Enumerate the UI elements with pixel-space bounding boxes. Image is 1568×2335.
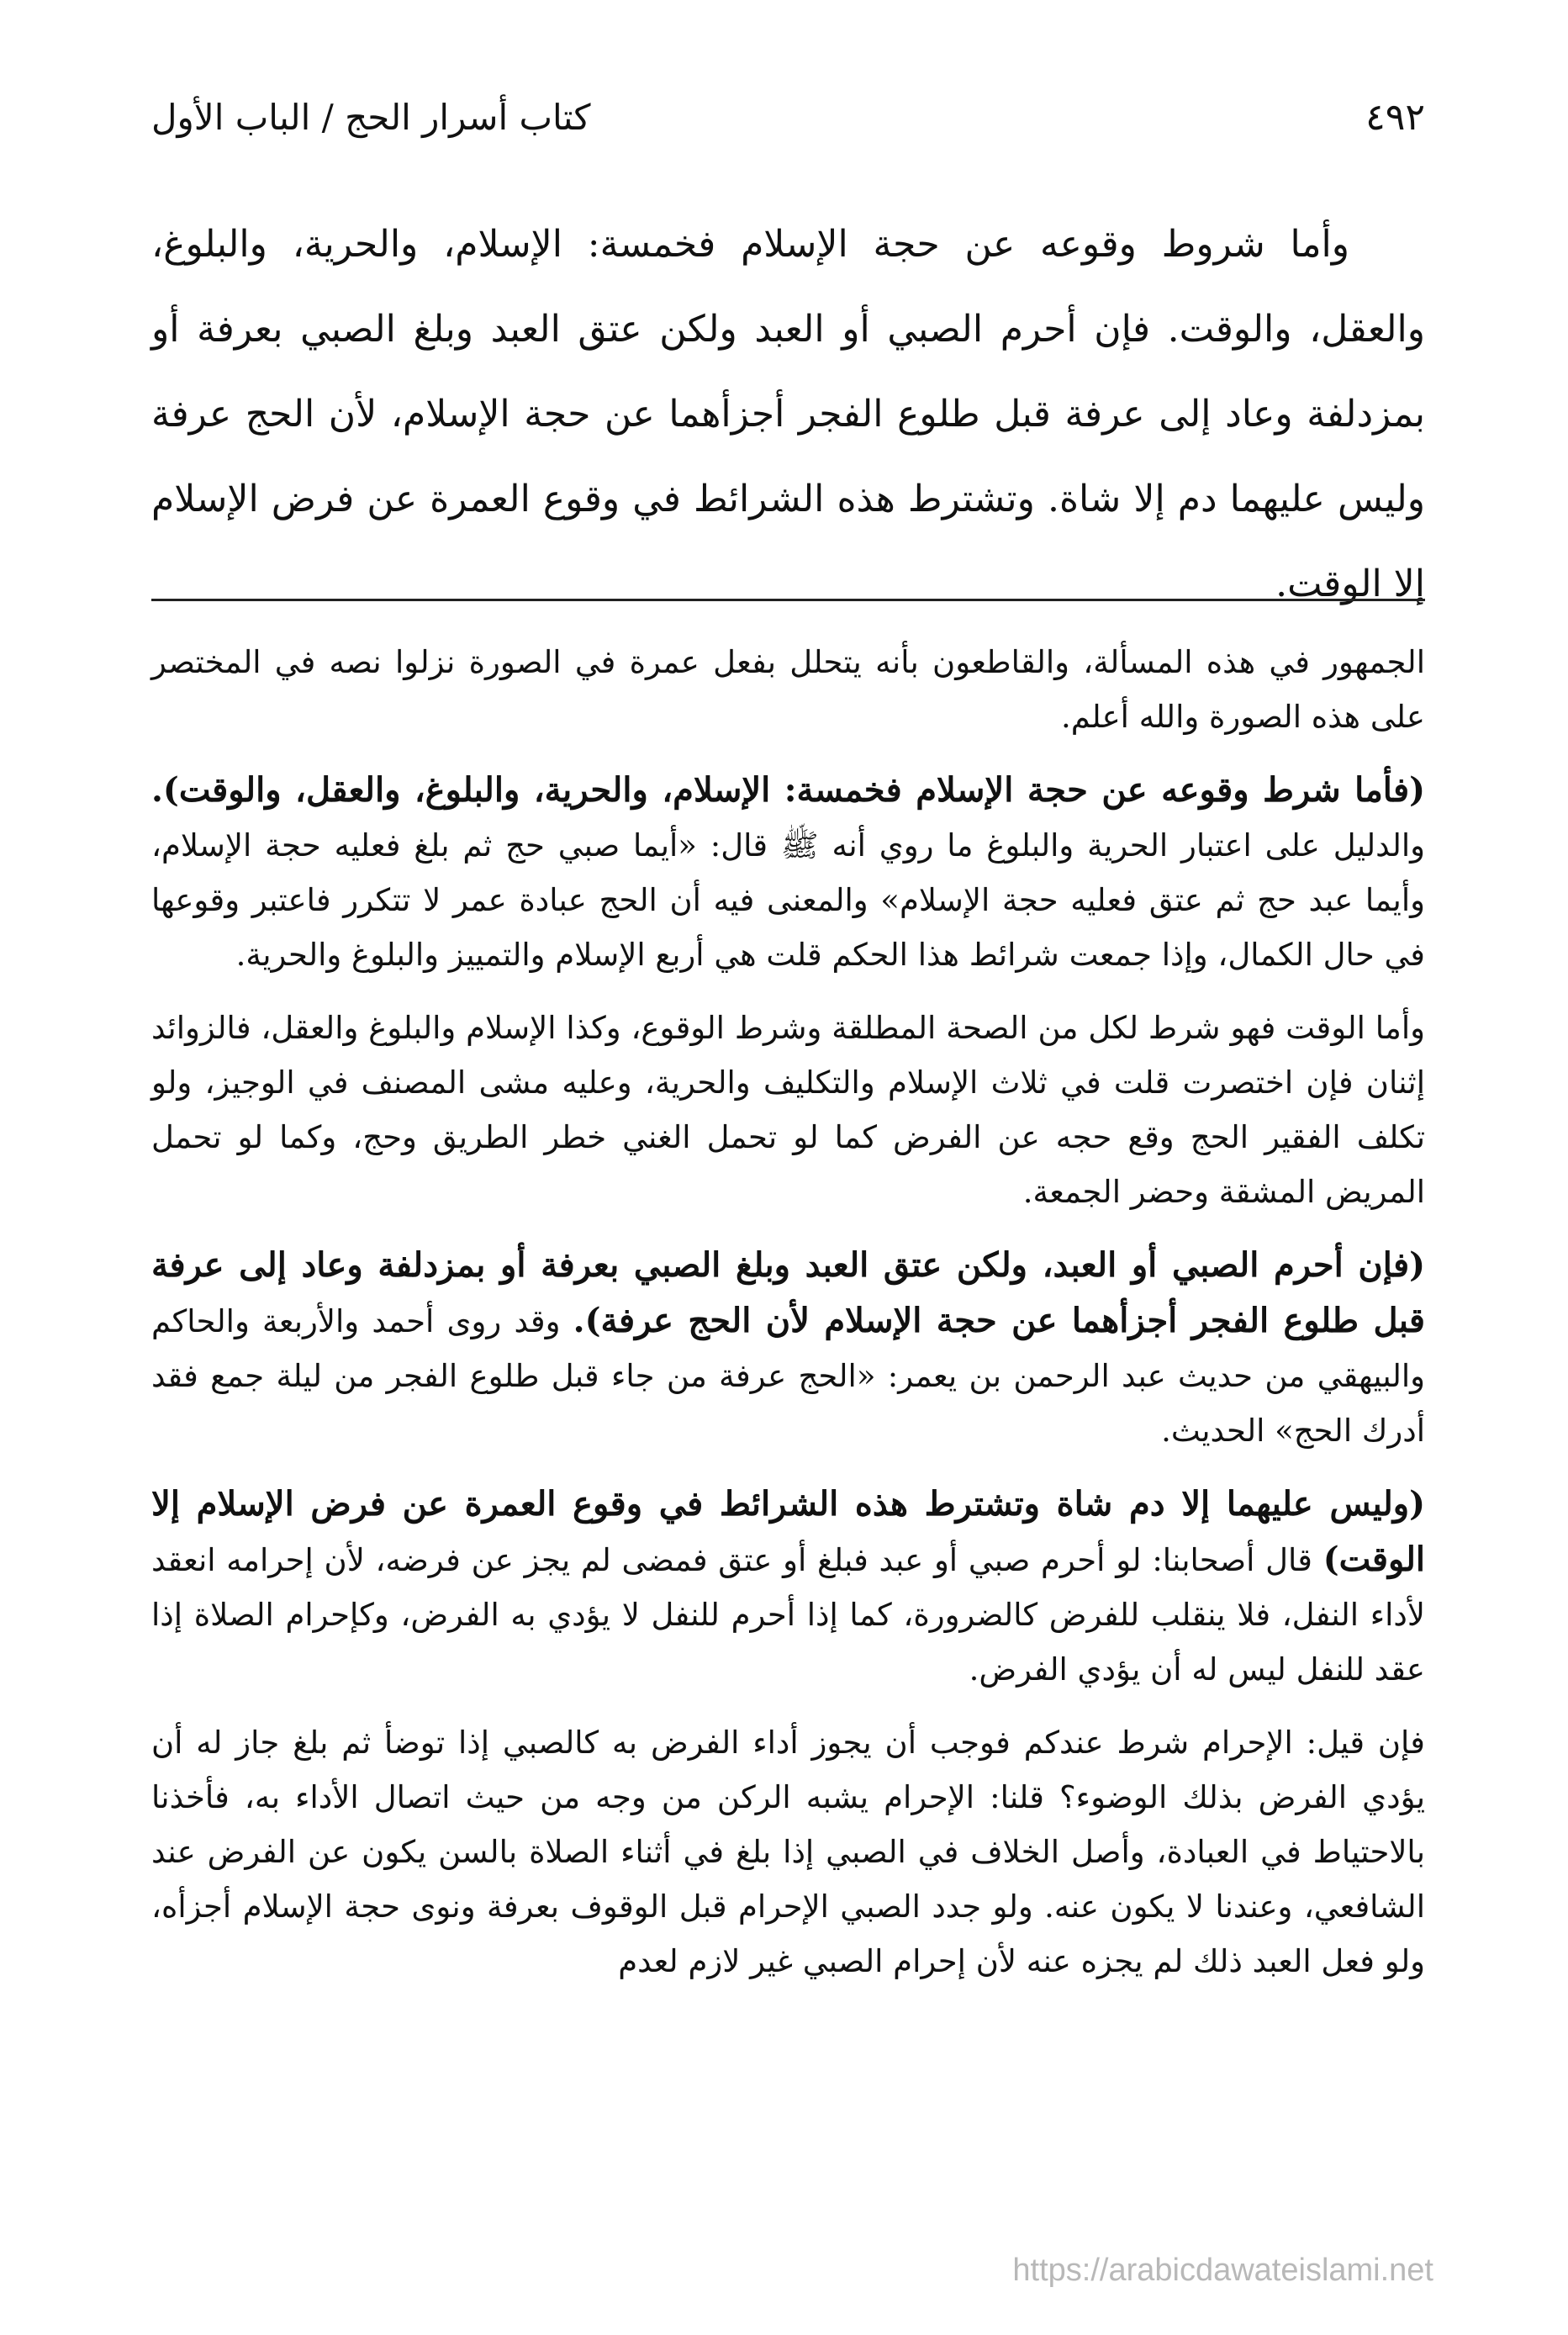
page-header bbox=[151, 88, 1425, 147]
separator-line bbox=[151, 599, 1425, 601]
page-number: ٤٩٢ bbox=[1365, 96, 1425, 139]
running-head: كتاب أسرار الحج / الباب الأول bbox=[151, 97, 591, 138]
commentary-block bbox=[151, 635, 1425, 2007]
commentary-paragraph-6: فإن قيل: الإحرام شرط عندكم فوجب أن يجوز أداء الفرض به كالصبي إذا توضأ ثم بلغ جاز له أن يؤدي الفرض بذلك الوضوء؟ قلنا: الإحرام يشبه الركن من وجه من حيث اتصال الأداء به، فأخذنا بالاحتياط في العبادة، وأصل الخلاف في الصبي إذا بلغ في أثناء الصلاة بالسن يكون عن الفرض عند الشافعي، وعندنا لا يكون عنه. ولو جدد الصبي الإحرام قبل الوقوف بعرفة ونوى حجة الإسلام أجزأه، ولو فعل العبد ذلك لم يجزه عنه لأن إحرام الصبي غير لازم لعدم bbox=[151, 1725, 1425, 1979]
quoted-matn: (فأما شرط وقوعه عن حجة الإسلام فخمسة: الإسلام، والحرية، والبلوغ، والعقل، والوقت). bbox=[151, 770, 1425, 810]
watermark-url: https://arabicdawateislami.net bbox=[1012, 2253, 1433, 2288]
commentary-paragraph-4 bbox=[151, 1238, 1425, 1458]
quoted-matn: (وليس عليهما إلا دم شاة وتشترط هذه الشرائط في وقوع العمرة عن فرض الإسلام إلا الوقت) bbox=[151, 1484, 1425, 1579]
quoted-matn: (فإن أحرم الصبي أو العبد، ولكن عتق العبد وبلغ الصبي بعرفة أو بمزدلفة وعاد إلى عرفة قبل طلوع الفجر أجزأهما عن حجة الإسلام لأن الحج عرفة). bbox=[151, 1245, 1425, 1340]
commentary-paragraph-2 bbox=[151, 763, 1425, 982]
main-paragraph: وأما شروط وقوعه عن حجة الإسلام فخمسة: الإسلام، والحرية، والبلوغ، والعقل، والوقت. فإن أحرم الصبي أو العبد ولكن عتق العبد وبلغ الصبي بعرفة أو بمزدلفة وعاد إلى عرفة قبل طلوع الفجر أجزأهما عن حجة الإسلام، لأن الحج عرفة وليس عليهما دم إلا شاة. وتشترط هذه الشرائط في وقوع العمرة عن فرض الإسلام إلا الوقت. bbox=[151, 223, 1425, 605]
main-text-block bbox=[151, 202, 1425, 626]
commentary-paragraph-3: وأما الوقت فهو شرط لكل من الصحة المطلقة وشرط الوقوع، وكذا الإسلام والبلوغ والعقل، فالزوائد إثنان فإن اختصرت قلت في ثلاث الإسلام والتكليف والحرية، وعليه مشى المصنف في الوجيز، ولو تكلف الفقير الحج وقع حجه عن الفرض كما لو تحمل الغني خطر الطريق وحج، وكما لو تحمل المريض المشقة وحضر الجمعة. bbox=[151, 1010, 1425, 1210]
commentary-text: قال أصحابنا: لو أحرم صبي أو عبد فبلغ أو عتق فمضى لم يجز عن فرضه، لأن إحرامه انعقد لأداء النفل، فلا ينقلب للفرض كالضرورة، كما إذا أحرم للنفل لا يؤدي به الفرض، وكإحرام الصلاة إذا عقد للنفل ليس له أن يؤدي الفرض. bbox=[151, 1542, 1425, 1688]
commentary-paragraph-5 bbox=[151, 1477, 1425, 1697]
commentary-text: وقد روى أحمد والأربعة والحاكم والبيهقي من حديث عبد الرحمن بن يعمر: «الحج عرفة من جاء قبل طلوع الفجر من ليلة جمع فقد أدرك الحج» الحديث. bbox=[151, 1303, 1425, 1449]
commentary-text: والدليل على اعتبار الحرية والبلوغ ما روي أنه ﷺ قال: «أيما صبي حج ثم بلغ فعليه حجة الإسلام، وأيما عبد حج ثم عتق فعليه حجة الإسلام» والمعنى فيه أن الحج عبادة عمر لا تتكرر فاعتبر وقوعها في حال الكمال، وإذا جمعت شرائط هذا الحكم قلت هي أربع الإسلام والتمييز والبلوغ والحرية. bbox=[151, 827, 1425, 973]
commentary-paragraph-1: الجمهور في هذه المسألة، والقاطعون بأنه يتحلل بفعل عمرة في الصورة نزلوا نصه في المختصر على هذه الصورة والله أعلم. bbox=[151, 644, 1425, 735]
